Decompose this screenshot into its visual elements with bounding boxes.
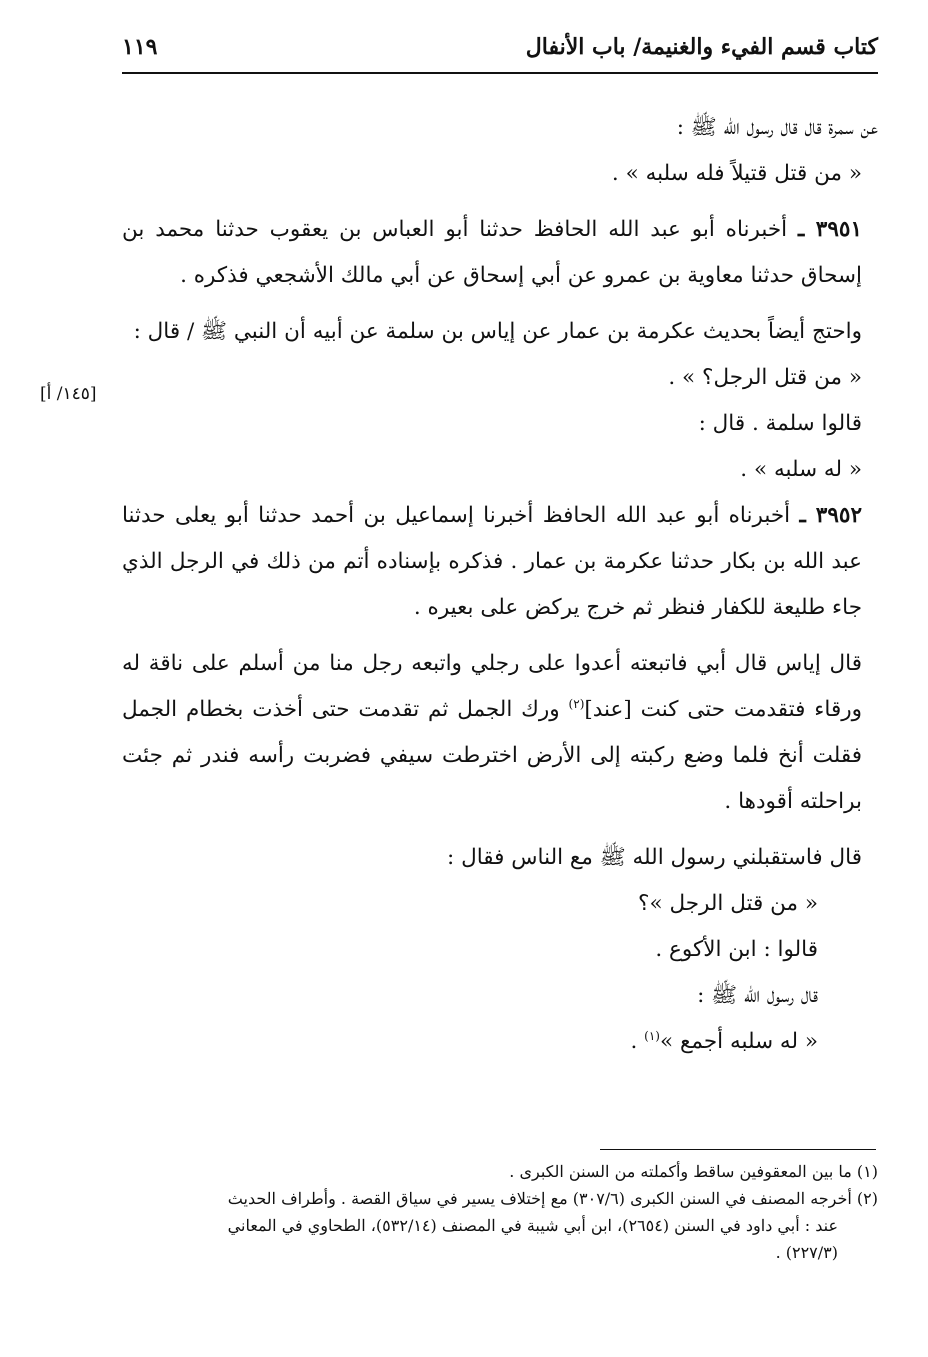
hadith-3951	[122, 207, 878, 299]
text-line: قال رسول الله ﷺ :	[697, 983, 818, 1008]
chapter-title: كتاب قسم الفيء والغنيمة/ باب الأنفال	[525, 34, 878, 60]
hadith-number: ٣٩٥٢ ـ	[799, 503, 862, 528]
hadith-quote: « له سلبه » .	[740, 457, 862, 482]
hadith-text: أخبرناه أبو عبد الله الحافظ أخبرنا إسماعيل بن أحمد حدثنا أبو يعلى حدثنا عبد الله بن بكار حدثنا عكرمة بن عمار . فذكره بإسناده أتم من ذلك في الرجل الذي جاء طليعة للكفار فنظر ثم خرج يركض على بعيره .	[122, 503, 862, 620]
text-run: قال إياس قال أبي فاتبعته أعدوا على رجلي واتبعه رجل منا من أسلم على ناقة له ورقاء فتقدمت حتى كنت [عند]	[122, 651, 862, 722]
text-line: قالوا سلمة . قال :	[698, 411, 862, 436]
hadith-quote: « من قتل قتيلاً فله سلبه » .	[611, 161, 862, 186]
footnote-rule	[600, 1149, 876, 1150]
footnotes	[122, 1158, 878, 1266]
running-header	[122, 30, 878, 72]
header-rule	[122, 72, 878, 74]
footnote-ref: (١)	[644, 1028, 660, 1043]
hadith-number: ٣٩٥١ ـ	[797, 217, 862, 242]
page-number: ١١٩	[122, 34, 158, 60]
text-run: .	[630, 1029, 645, 1054]
paragraph-ihtajja: واحتج أيضاً بحديث عكرمة بن عمار عن إياس بن سلمة عن أبيه أن النبي ﷺ / قال :	[133, 319, 862, 344]
text-line: عن سمرة قال قال رسول الله ﷺ :	[676, 115, 878, 140]
main-text	[122, 105, 878, 1065]
hadith-3952	[122, 493, 878, 631]
footnote-2-cont: عند : أبي داود في السنن (٢٦٥٤)، ابن أبي شيبة في المصنف (٥٣٢/١٤)، الطحاوي في المعاني	[227, 1216, 838, 1235]
paragraph-iyas	[122, 641, 878, 825]
hadith-quote	[122, 1019, 878, 1065]
margin-folio-note: [١٤٥/ أ]	[40, 384, 97, 404]
footnote-1: (١) ما بين المعقوفين ساقط وأكملته من السنن الكبرى .	[509, 1162, 878, 1181]
footnote-ref: (٢)	[568, 696, 585, 711]
text-line: قالوا : ابن الأكوع .	[655, 937, 818, 962]
text-run: ورك الجمل ثم تقدمت حتى أخذت بخطام الجمل فقلت أنخ فلما وضع ركبته إلى الأرض اخترطت سيفي فضربت رأسه فندر ثم جئت براحلته أقودها .	[122, 697, 862, 814]
hadith-quote: « من قتل الرجل؟ » .	[668, 365, 862, 390]
text-run: « له سلبه أجمع »	[659, 1029, 818, 1054]
hadith-text: أخبرناه أبو عبد الله الحافظ حدثنا أبو العباس بن يعقوب حدثنا محمد بن إسحاق حدثنا معاوية بن عمرو عن أبي إسحاق عن أبي مالك الأشجعي فذكره .	[122, 217, 862, 288]
text-line: قال فاستقبلني رسول الله ﷺ مع الناس فقال :	[447, 845, 862, 870]
footnote-2-cont: (٢٢٧/٣) .	[775, 1243, 838, 1262]
hadith-quote: « من قتل الرجل »؟	[638, 891, 818, 916]
footnote-2: (٢) أخرجه المصنف في السنن الكبرى (٣٠٧/٦) مع إختلاف يسير في سياق القصة . وأطراف الحديث	[227, 1189, 878, 1208]
